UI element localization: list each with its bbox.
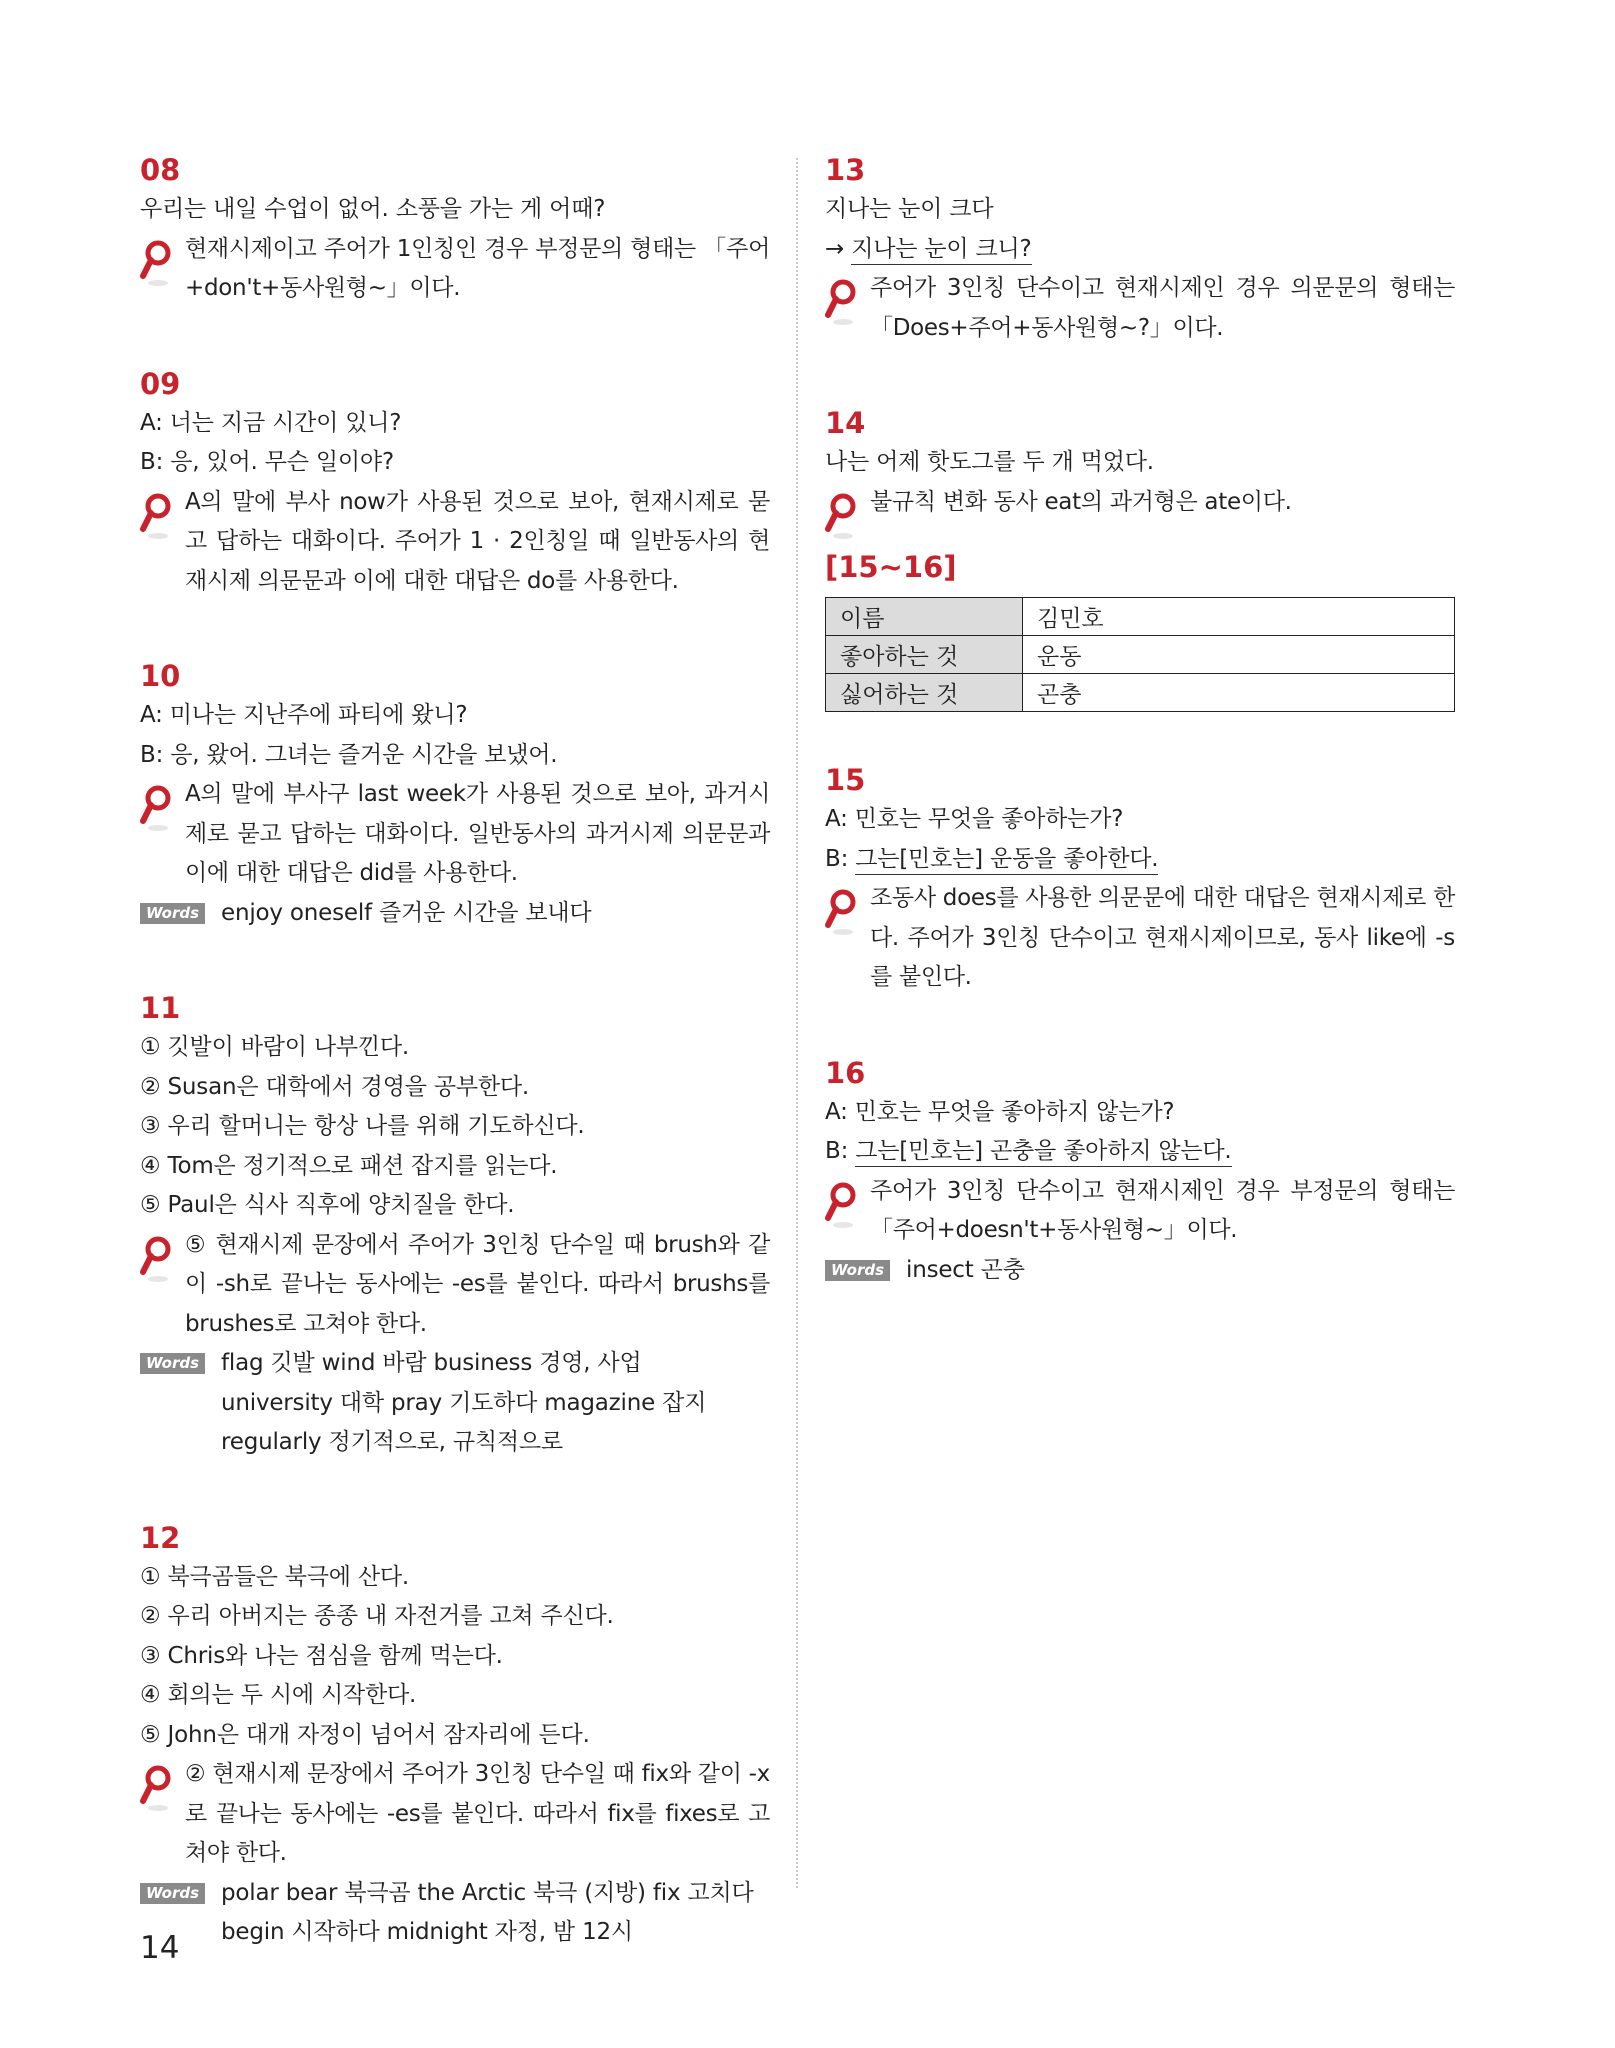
question-line: A: 미나는 지난주에 파티에 왔니?: [140, 702, 468, 728]
speaker-label: B:: [825, 845, 856, 872]
question-number: 14: [825, 406, 866, 440]
question-line: ③ Chris와 나는 점심을 함께 먹는다.: [140, 1642, 503, 1669]
question-11: [140, 988, 770, 1463]
info-table: [825, 597, 1455, 712]
explanation: [825, 1172, 1455, 1251]
magnifier-icon: [138, 238, 174, 288]
magnifier-icon: [138, 1763, 174, 1813]
explanation: [140, 483, 770, 602]
table-row: [826, 674, 1455, 712]
question-14: [825, 403, 1455, 522]
explanation-text: 불규칙 변화 동사 eat의 과거형은 ate이다.: [870, 488, 1292, 515]
question-text: 나는 어제 핫도그를 두 개 먹었다.: [825, 449, 1154, 475]
question-number: 12: [140, 1520, 181, 1555]
dialogue-line-b: [825, 1132, 1455, 1172]
explanation-text: 주어가 3인칭 단수이고 현재시제인 경우 의문문의 형태는 「Does+주어+동사원형~?」이다.: [870, 275, 1455, 341]
question-line: ① 깃발이 바람이 나부낀다.: [140, 1034, 410, 1060]
question-number: 13: [825, 153, 866, 187]
question-13: [825, 150, 1455, 348]
explanation-text: 주어가 3인칭 단수이고 현재시제인 경우 부정문의 형태는 「주어+doesn't+동사원형~」이다.: [870, 1177, 1455, 1243]
question-10: [140, 656, 770, 933]
explanation-text: ⑤ 현재시제 문장에서 주어가 3인칭 단수일 때 brush와 같이 -sh로 끝나는 동사에는 -es를 붙인다. 따라서 brushs를 brushes로 고쳐야 한다.: [185, 1231, 770, 1337]
question-number: 09: [140, 366, 181, 401]
explanation: [825, 483, 1455, 523]
dialogue-line-a: A: 민호는 무엇을 좋아하는가?: [825, 806, 1124, 832]
explanation-text: A의 말에 부사 now가 사용된 것으로 보아, 현재시제로 묻고 답하는 대화이다. 주어가 1 · 2인칭일 때 일반동사의 현재시제 의문문과 이에 대한 대답은 do를 사용한다.: [185, 488, 770, 594]
words-badge: Words: [140, 903, 205, 924]
magnifier-icon: [823, 887, 859, 937]
magnifier-icon: [823, 1180, 859, 1230]
answer-line: [825, 230, 1455, 270]
question-number: 11: [140, 991, 181, 1025]
dialogue-line-b: [825, 840, 1455, 880]
table-value: 김민호: [1023, 598, 1455, 636]
question-line: B: 응, 있어. 무슨 일이야?: [140, 449, 394, 475]
words-box: [140, 1874, 770, 1953]
table-row: [826, 598, 1455, 636]
section-heading: [15~16]: [825, 550, 957, 584]
question-line: ⑤ John은 대개 자정이 넘어서 잠자리에 든다.: [140, 1721, 590, 1748]
question-line: ④ Tom은 정기적으로 패션 잡지를 읽는다.: [140, 1152, 558, 1179]
question-number: 15: [825, 763, 866, 797]
column-divider: [796, 158, 798, 1888]
words-badge: Words: [825, 1260, 890, 1281]
magnifier-icon: [138, 1234, 174, 1284]
explanation-text: ② 현재시제 문장에서 주어가 3인칭 단수일 때 fix와 같이 -x로 끝나는 동사에는 -es를 붙인다. 따라서 fix를 fixes로 고쳐야 한다.: [185, 1761, 770, 1866]
underlined-answer: 지나는 눈이 크니?: [851, 236, 1031, 265]
underlined-answer: 그는[민호는] 곤충을 좋아하지 않는다.: [855, 1138, 1231, 1167]
explanation: [140, 1226, 770, 1345]
explanation-text: 현재시제이고 주어가 1인칭인 경우 부정문의 형태는 「주어+don't+동사원형~」이다.: [185, 235, 770, 301]
question-line: ③ 우리 할머니는 항상 나를 위해 기도하신다.: [140, 1113, 585, 1139]
page-number: 14: [140, 1930, 180, 1966]
question-number: 16: [825, 1055, 866, 1090]
question-line: ④ 회의는 두 시에 시작한다.: [140, 1682, 417, 1708]
question-text: 지나는 눈이 크다: [825, 196, 994, 222]
explanation: [825, 879, 1455, 998]
explanation: [140, 775, 770, 894]
question-line: ② Susan은 대학에서 경영을 공부한다.: [140, 1073, 530, 1100]
words-box: [825, 1251, 1455, 1291]
question-line: A: 너는 지금 시간이 있니?: [140, 409, 402, 436]
question-line: B: 응, 왔어. 그녀는 즐거운 시간을 보냈어.: [140, 741, 558, 768]
table-row: [826, 636, 1455, 674]
table-value: 곤충: [1023, 674, 1455, 712]
question-12: [140, 1518, 770, 1953]
words-line: begin 시작하다 midnight 자정, 밤 12시: [221, 1919, 633, 1945]
words-line: university 대학 pray 기도하다 magazine 잡지: [221, 1389, 707, 1416]
words-line: enjoy oneself 즐거운 시간을 보내다: [221, 899, 592, 926]
words-line: flag 깃발 wind 바람 business 경영, 사업: [221, 1350, 642, 1376]
question-line: ⑤ Paul은 식사 직후에 양치질을 한다.: [140, 1192, 515, 1218]
explanation-text: A의 말에 부사구 last week가 사용된 것으로 보아, 과거시제로 묻고 답하는 대화이다. 일반동사의 과거시제 의문문과 이에 대한 대답은 did를 사용한다.: [185, 781, 770, 886]
table-key: 이름: [826, 598, 1023, 636]
explanation: [140, 1755, 770, 1874]
table-value: 운동: [1023, 636, 1455, 674]
magnifier-icon: [823, 277, 859, 327]
magnifier-icon: [138, 783, 174, 833]
question-15: [825, 760, 1455, 998]
question-09: [140, 364, 770, 602]
arrow: →: [825, 235, 852, 262]
question-16: [825, 1053, 1455, 1291]
question-08: [140, 150, 770, 309]
right-column: [825, 150, 1455, 1345]
explanation: [825, 269, 1455, 348]
dialogue-line-a: A: 민호는 무엇을 좋아하지 않는가?: [825, 1098, 1175, 1125]
words-line: insect 곤충: [906, 1256, 1025, 1283]
question-number: 10: [140, 659, 181, 693]
explanation-text: 조동사 does를 사용한 의문문에 대한 대답은 현재시제로 한다. 주어가 3인칭 단수이고 현재시제이므로, 동사 like에 -s를 붙인다.: [870, 885, 1455, 990]
underlined-answer: 그는[민호는] 운동을 좋아한다.: [855, 846, 1158, 875]
words-line: polar bear 북극곰 the Arctic 북극 (지방) fix 고치다: [221, 1879, 754, 1906]
question-line: ① 북극곰들은 북극에 산다.: [140, 1563, 410, 1590]
words-line: regularly 정기적으로, 규칙적으로: [221, 1429, 563, 1455]
table-key: 좋아하는 것: [826, 636, 1023, 674]
magnifier-icon: [138, 491, 174, 541]
left-column: [140, 150, 770, 2008]
table-key: 싫어하는 것: [826, 674, 1023, 712]
explanation: [140, 230, 770, 309]
words-box: [140, 894, 770, 934]
words-box: [140, 1344, 770, 1463]
question-line: 우리는 내일 수업이 없어. 소풍을 가는 게 어때?: [140, 196, 606, 222]
words-badge: Words: [140, 1353, 205, 1374]
speaker-label: B:: [825, 1138, 856, 1164]
question-number: 08: [140, 153, 181, 187]
question-line: ② 우리 아버지는 종종 내 자전거를 고쳐 주신다.: [140, 1603, 614, 1629]
magnifier-icon: [823, 491, 859, 541]
words-badge: Words: [140, 1883, 205, 1904]
